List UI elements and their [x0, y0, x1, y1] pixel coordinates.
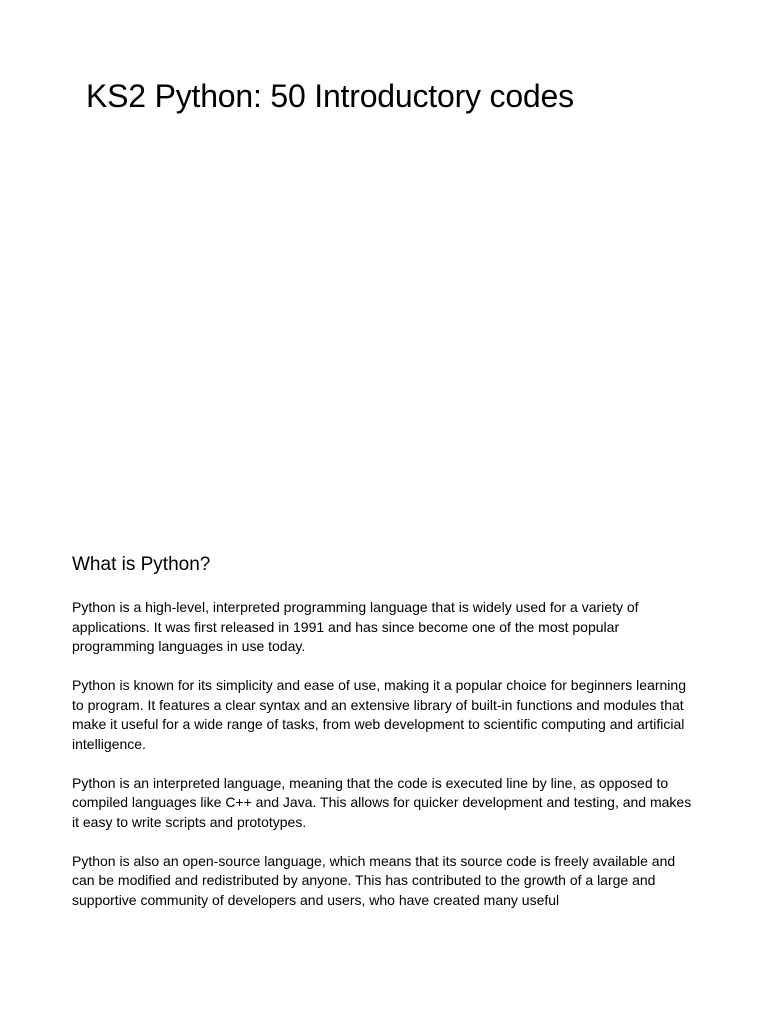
what-is-python-section: [72, 552, 692, 930]
paragraph-interpreted: Python is an interpreted language, meaning that the code is executed line by line, as opposed to compiled languages like C++ and Java. This allows for quicker development and testing, and makes it easy to write scripts and prototypes.: [72, 774, 692, 830]
section-heading: What is Python?: [72, 554, 211, 575]
paragraph-intro: Python is a high-level, interpreted programming language that is widely used for a variety of applications. It was first released in 1991 and has since become one of the most popular programming languages in use today.: [72, 599, 639, 654]
document-title: KS2 Python: 50 Introductory codes: [86, 78, 574, 114]
paragraph-simplicity: Python is known for its simplicity and ease of use, making it a popular choice for beginners learning to program. It features a clear syntax and an extensive library of built-in functions and modules that make it useful for a wide range of tasks, from web development to scientific computing and artificial intelligence.: [72, 677, 686, 752]
paragraph-open-source: Python is also an open-source language, which means that its source code is freely available and can be modified and redistributed by anyone. This has contributed to the growth of a large and supportive community of developers and users, who have created many useful: [72, 852, 676, 908]
